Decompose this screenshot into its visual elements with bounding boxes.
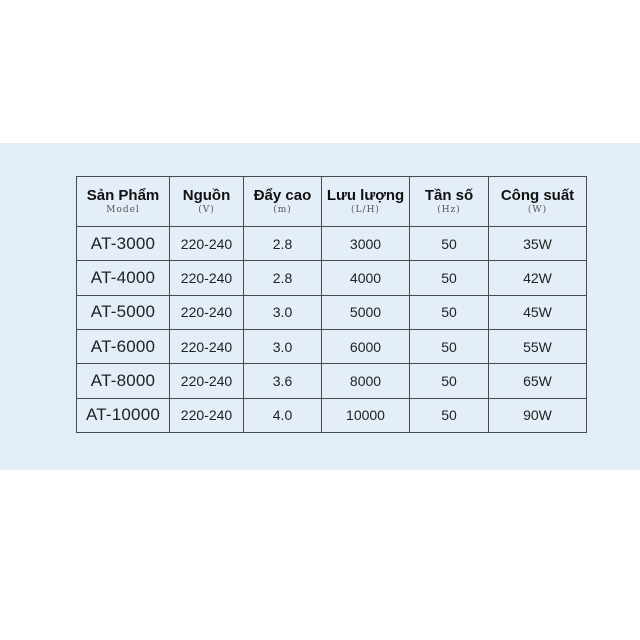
voltage-cell: 220-240: [170, 329, 244, 363]
power-cell: 45W: [489, 295, 587, 329]
frequency-cell: 50: [410, 227, 489, 261]
spec-table: [76, 176, 587, 433]
flow-rate-cell: 5000: [322, 295, 410, 329]
header-title: Đẩy cao: [253, 187, 312, 204]
header-title: Nguồn: [182, 187, 231, 204]
header-unit: (V): [198, 205, 215, 215]
table-row: [77, 329, 587, 363]
table-row: [77, 227, 587, 261]
header-unit: Model: [106, 205, 140, 215]
model-cell: AT-3000: [77, 227, 170, 261]
head-height-cell: 3.0: [244, 329, 322, 363]
header-cell-frequency: [410, 177, 489, 227]
header-cell-model: [77, 177, 170, 227]
power-cell: 42W: [489, 261, 587, 295]
head-height-cell: 3.6: [244, 364, 322, 398]
frequency-cell: 50: [410, 295, 489, 329]
header-cell-power: [489, 177, 587, 227]
header-title: Công suất: [500, 187, 575, 204]
flow-rate-cell: 4000: [322, 261, 410, 295]
model-cell: AT-10000: [77, 398, 170, 432]
header-title: Lưu lượng: [326, 187, 405, 204]
head-height-cell: 3.0: [244, 295, 322, 329]
table-row: [77, 364, 587, 398]
frequency-cell: 50: [410, 364, 489, 398]
voltage-cell: 220-240: [170, 227, 244, 261]
header-unit: (W): [527, 205, 548, 215]
model-cell: AT-4000: [77, 261, 170, 295]
flow-rate-cell: 10000: [322, 398, 410, 432]
power-cell: 90W: [489, 398, 587, 432]
header-unit: (L/H): [351, 205, 380, 215]
header-cell-voltage: [170, 177, 244, 227]
frequency-cell: 50: [410, 261, 489, 295]
flow-rate-cell: 6000: [322, 329, 410, 363]
table-header-row: [77, 177, 587, 227]
header-unit: (m): [273, 205, 292, 215]
model-cell: AT-6000: [77, 329, 170, 363]
power-cell: 55W: [489, 329, 587, 363]
header-cell-head-height: [244, 177, 322, 227]
model-cell: AT-8000: [77, 364, 170, 398]
flow-rate-cell: 3000: [322, 227, 410, 261]
head-height-cell: 2.8: [244, 227, 322, 261]
voltage-cell: 220-240: [170, 398, 244, 432]
model-cell: AT-5000: [77, 295, 170, 329]
frequency-cell: 50: [410, 398, 489, 432]
table-row: [77, 295, 587, 329]
header-title: Tần số: [424, 187, 474, 204]
power-cell: 35W: [489, 227, 587, 261]
frequency-cell: 50: [410, 329, 489, 363]
header-cell-flow-rate: [322, 177, 410, 227]
header-unit: (Hz): [437, 205, 461, 215]
head-height-cell: 2.8: [244, 261, 322, 295]
voltage-cell: 220-240: [170, 295, 244, 329]
voltage-cell: 220-240: [170, 364, 244, 398]
voltage-cell: 220-240: [170, 261, 244, 295]
flow-rate-cell: 8000: [322, 364, 410, 398]
table-row: [77, 398, 587, 432]
head-height-cell: 4.0: [244, 398, 322, 432]
power-cell: 65W: [489, 364, 587, 398]
table-row: [77, 261, 587, 295]
header-title: Sản Phẩm: [86, 187, 160, 204]
